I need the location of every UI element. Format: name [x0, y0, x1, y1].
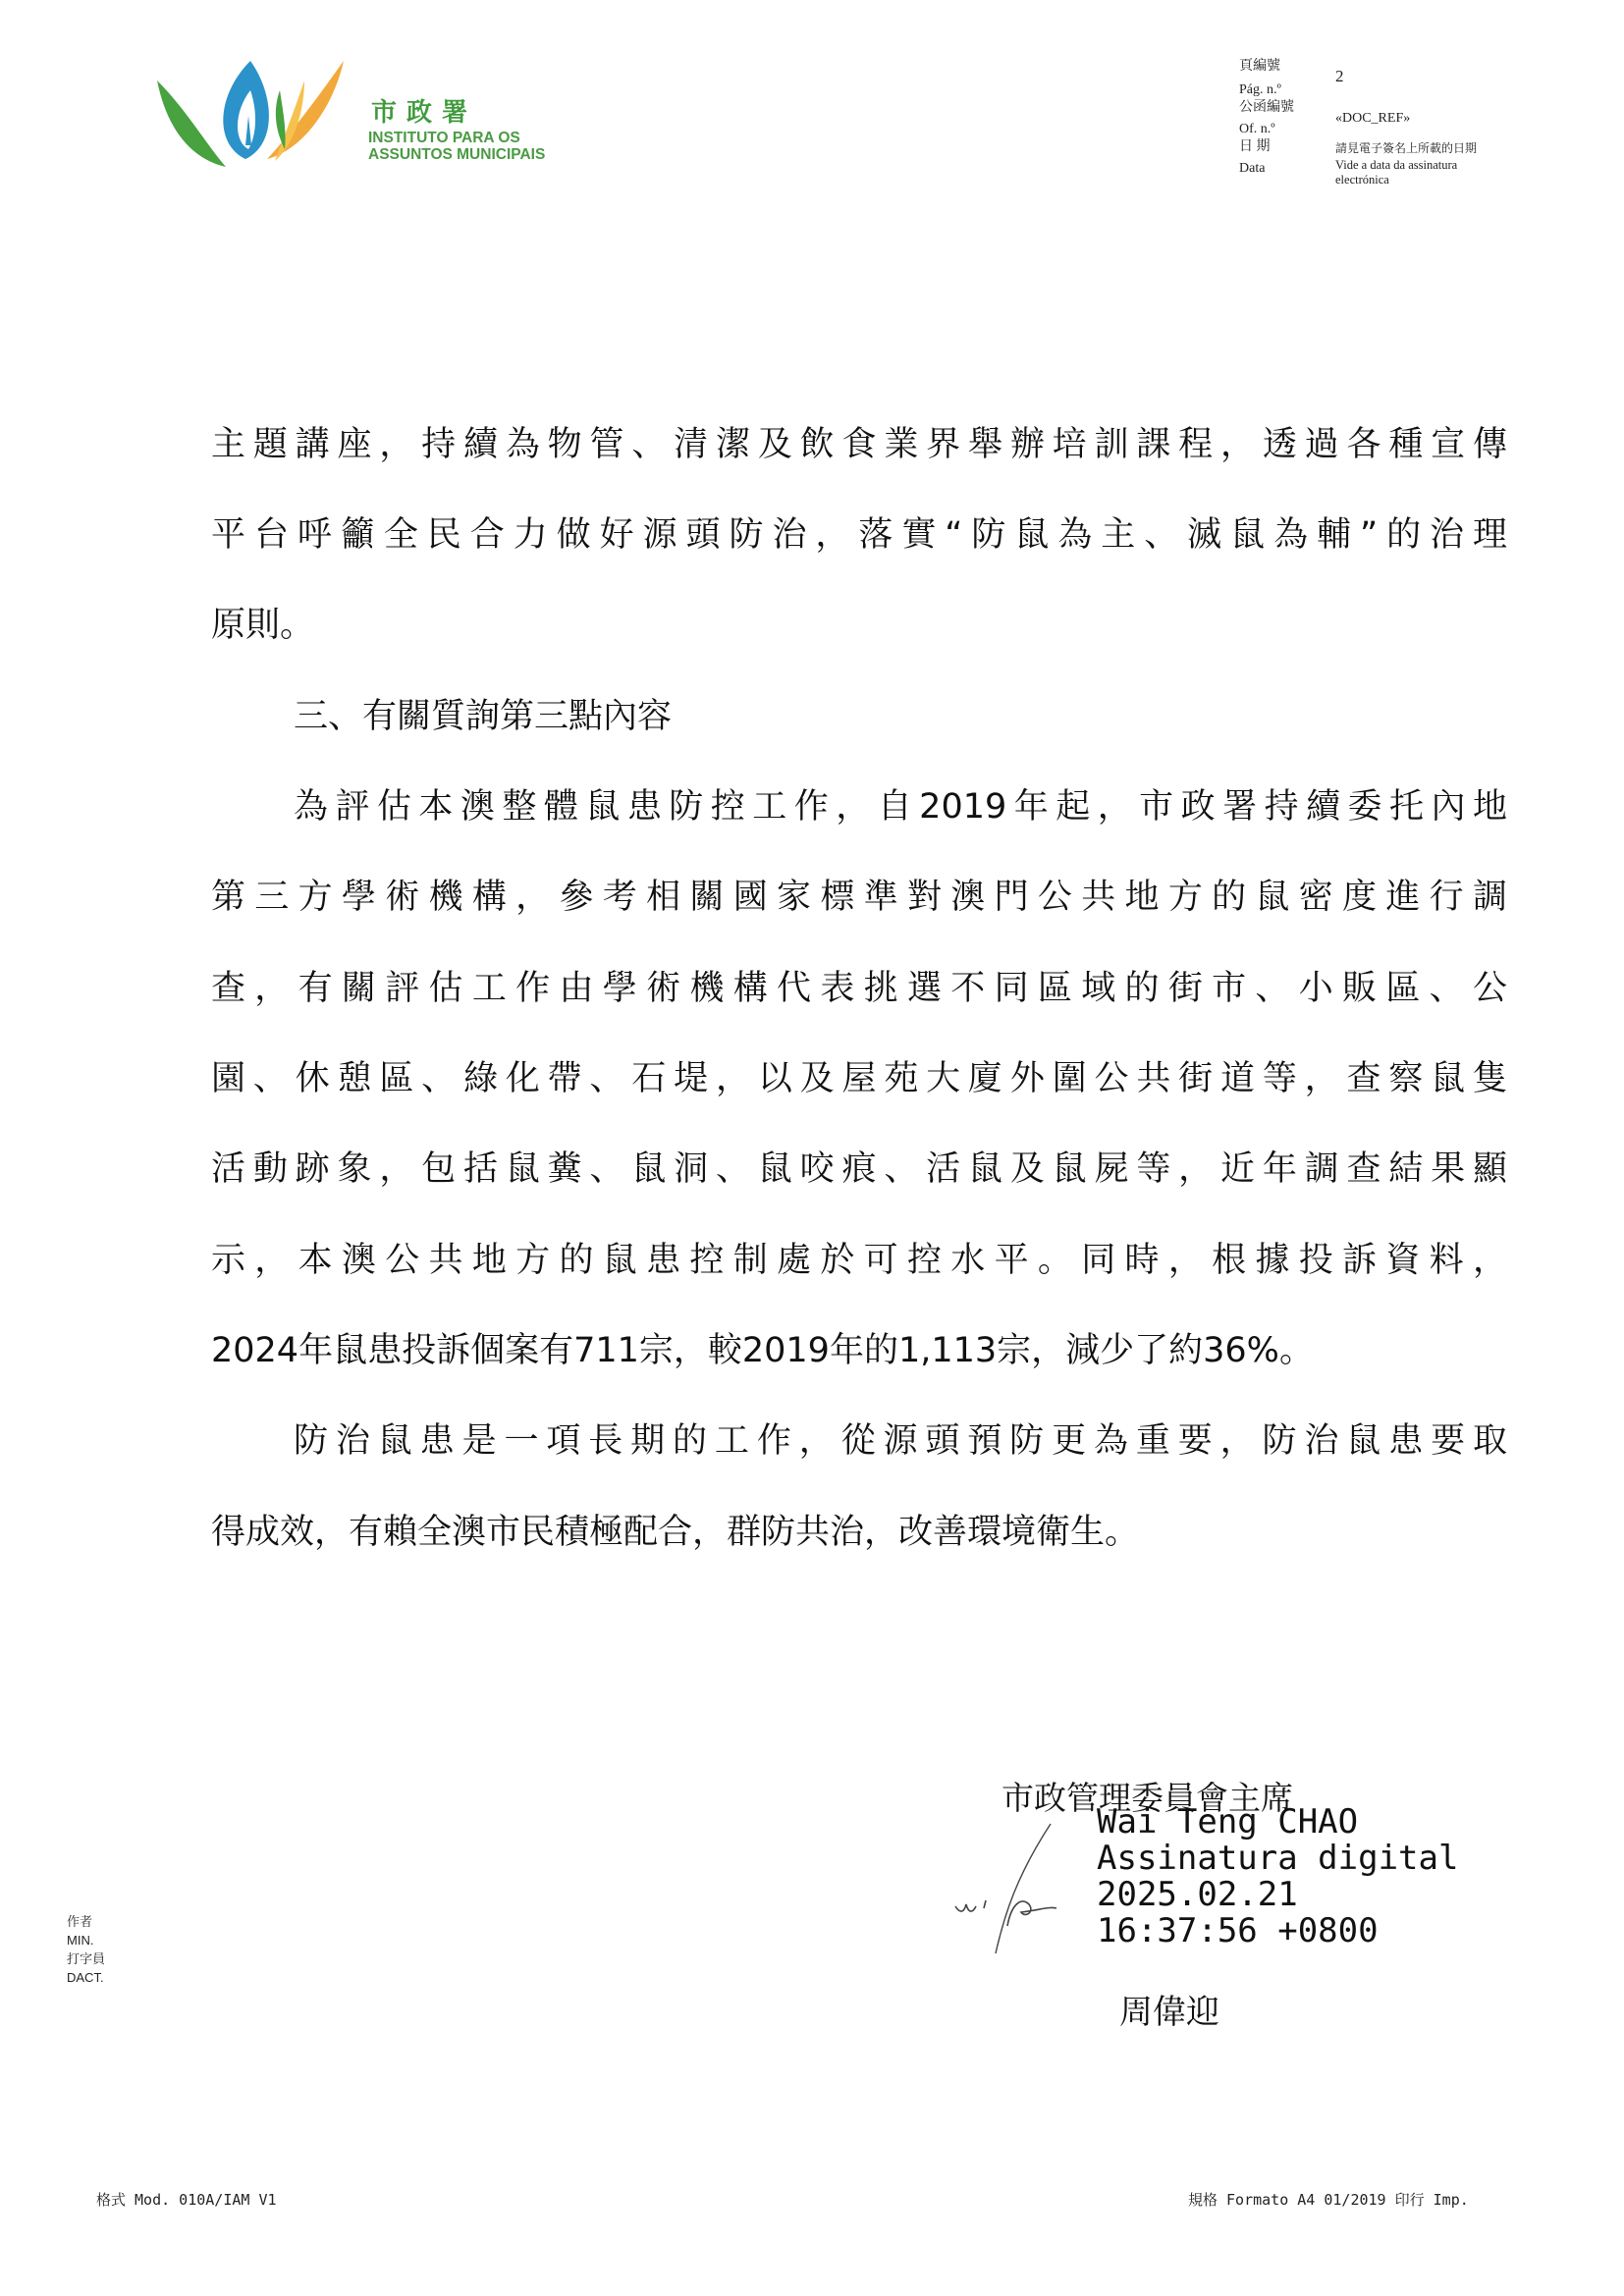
- body-line: 2024年鼠患投訴個案有711宗，較2019年的1,113宗，減少了約36%。: [211, 1331, 1314, 1370]
- body-line: 平台呼籲全民合力做好源頭防治，落實“防鼠為主、滅鼠為輔”的治理: [211, 515, 1507, 555]
- page-number-label-pt: Pág. n.º: [1239, 82, 1281, 97]
- footer-print-info: 規格 Formato A4 01/2019 印行 Imp.: [1188, 2191, 1469, 2209]
- body-line: 查，有關評估工作由學術機構代表挑選不同區域的街市、小販區、公: [211, 969, 1507, 1008]
- body-line: 園、休憩區、綠化帶、石堤，以及屋苑大廈外圍公共街道等，查察鼠隻: [211, 1059, 1507, 1098]
- date-label-pt: Data: [1239, 161, 1266, 176]
- body-line: 為評估本澳整體鼠患防控工作，自2019年起，市政署持續委托內地: [294, 787, 1507, 827]
- logo-name-zh: 市政署: [371, 98, 478, 128]
- digital-signer-name: Wai Teng CHAO: [1097, 1802, 1359, 1842]
- signer-name-zh: 周偉迎: [1119, 1993, 1219, 2032]
- logo-name-pt-line1: INSTITUTO PARA OS: [368, 130, 520, 146]
- date-value-pt-line2: electrónica: [1335, 173, 1389, 187]
- date-label-zh: 日 期: [1239, 139, 1271, 154]
- body-line: 第三方學術機構，參考相關國家標準對澳門公共地方的鼠密度進行調: [211, 878, 1507, 917]
- footer-form-code: 格式 Mod. 010A/IAM V1: [96, 2191, 277, 2209]
- body-line: 得成效，有賴全澳市民積極配合，群防共治，改善環境衛生。: [211, 1513, 1140, 1552]
- signature-time: 16:37:56 +0800: [1097, 1911, 1379, 1950]
- date-value-pt-line1: Vide a data da assinatura: [1335, 158, 1458, 172]
- digital-signature-label: Assinatura digital: [1097, 1839, 1459, 1878]
- handwritten-signature-icon: [950, 1816, 1073, 1963]
- typist-label-pt: DACT.: [67, 1970, 104, 1985]
- author-label-pt: MIN.: [67, 1933, 94, 1948]
- letter-number-label-pt: Of. n.º: [1239, 122, 1275, 136]
- body-line: 示，本澳公共地方的鼠患控制處於可控水平。同時，根據投訴資料，: [211, 1241, 1507, 1280]
- body-line: 主題講座，持續為物管、清潔及飲食業界舉辦培訓課程，透過各種宣傳: [211, 425, 1507, 464]
- body-line: 原則。: [211, 606, 315, 645]
- letter-number-label-zh: 公函編號: [1239, 100, 1294, 115]
- body-line: 活動跡象，包括鼠糞、鼠洞、鼠咬痕、活鼠及鼠屍等，近年調查結果顯: [211, 1149, 1507, 1189]
- signer-title: 市政管理委員會主席: [1001, 1779, 1293, 1817]
- signature-date: 2025.02.21: [1097, 1875, 1298, 1914]
- typist-label-zh: 打字員: [67, 1951, 106, 1966]
- body-line: 防治鼠患是一項長期的工作，從源頭預防更為重要，防治鼠患要取: [294, 1421, 1507, 1461]
- author-block: [67, 1912, 105, 1987]
- lotus-logo-icon: [147, 51, 373, 179]
- page-number-label-zh: 頁編號: [1239, 59, 1280, 74]
- section-heading-3: 三、有關質詢第三點內容: [294, 697, 673, 736]
- author-label-zh: 作者: [67, 1914, 93, 1929]
- page-number-value: 2: [1335, 67, 1344, 85]
- iam-logo: [147, 51, 560, 179]
- date-value-zh: 請見電子簽名上所載的日期: [1335, 141, 1478, 155]
- logo-name-pt-line2: ASSUNTOS MUNICIPAIS: [368, 146, 546, 163]
- letter-number-value: «DOC_REF»: [1335, 111, 1411, 126]
